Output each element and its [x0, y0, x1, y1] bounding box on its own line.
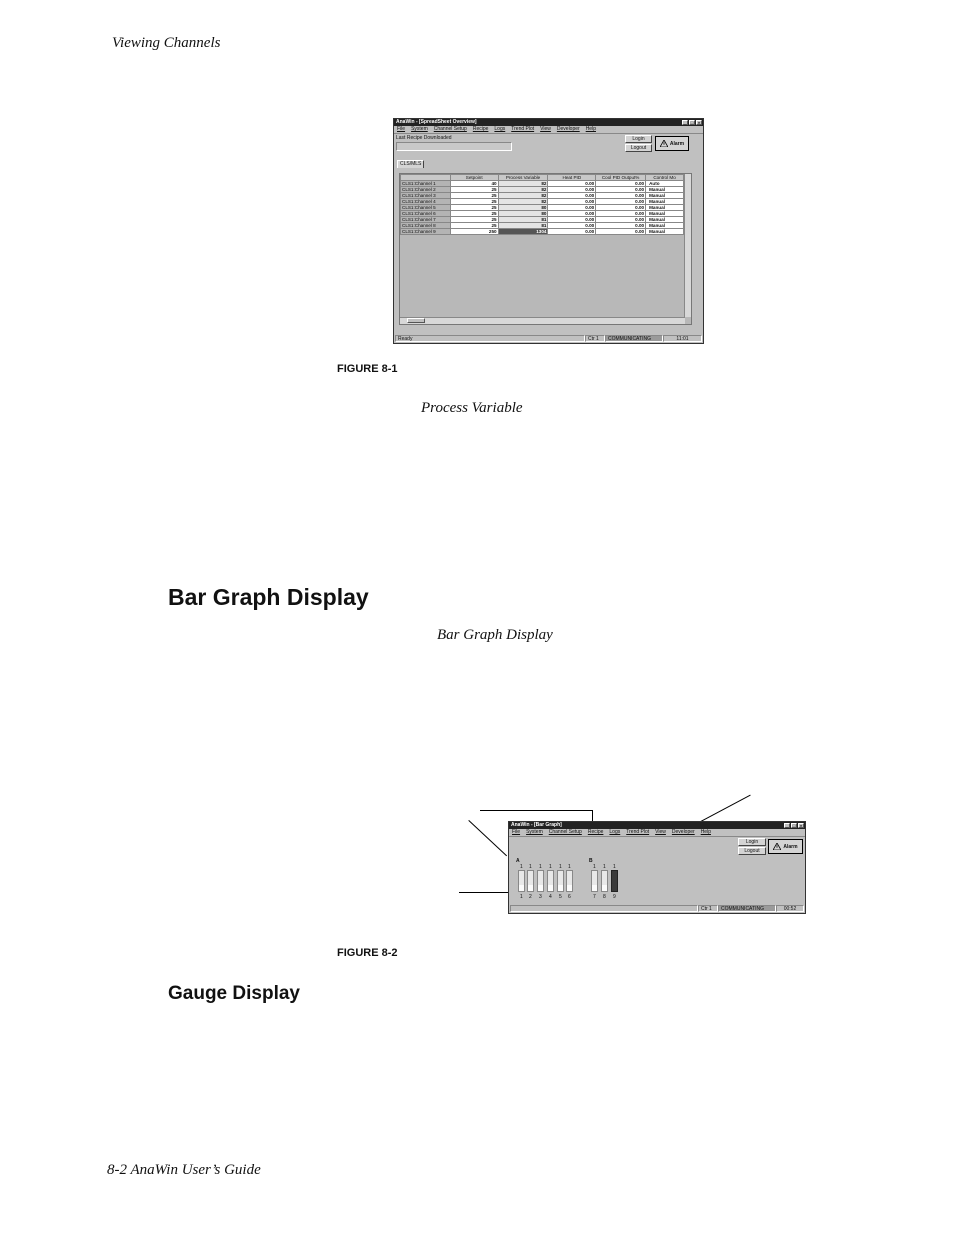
row-header: CLS1:Channel 5 — [401, 205, 451, 211]
mode-cell[interactable]: Manual — [646, 187, 684, 193]
callout-line — [480, 810, 593, 811]
menu-bar — [509, 829, 805, 837]
mode-cell[interactable]: Manual — [646, 193, 684, 199]
tab-cls-mls[interactable]: CLS/MLS — [397, 160, 424, 168]
bar-top-label: 1 — [529, 864, 532, 870]
bar-channel-5[interactable] — [557, 870, 564, 892]
bar-channel-1[interactable] — [518, 870, 525, 892]
pv-cell: 82 — [498, 199, 548, 205]
heat-cell: 0.00 — [548, 217, 596, 223]
heat-cell: 0.00 — [548, 205, 596, 211]
pv-cell: 80 — [498, 205, 548, 211]
mode-cell[interactable]: Manual — [646, 217, 684, 223]
message-line: Last Recipe Downloaded — [396, 135, 452, 141]
menu-channel-setup[interactable]: Channel Setup — [433, 126, 467, 132]
row-header: CLS1:Channel 1 — [401, 181, 451, 187]
callout-line — [468, 820, 507, 856]
running-header: Viewing Channels — [112, 35, 221, 51]
channel-table — [400, 174, 684, 235]
warning-icon — [773, 843, 781, 850]
menu-system[interactable]: System — [526, 829, 543, 835]
menu-help[interactable]: Help — [585, 126, 596, 132]
cool-cell: 0.00 — [596, 181, 646, 187]
menu-developer[interactable]: Developer — [556, 126, 580, 132]
cool-cell: 0.00 — [596, 217, 646, 223]
heat-cell: 0.00 — [548, 193, 596, 199]
cool-cell: 0.00 — [596, 211, 646, 217]
row-header: CLS1:Channel 3 — [401, 193, 451, 199]
window-title: AnaWin - [SpreadSheet Overview] — [396, 119, 477, 125]
scroll-thumb[interactable] — [407, 318, 425, 323]
alarm-label: Alarm — [783, 843, 798, 850]
bar-top-label: 1 — [603, 864, 606, 870]
bar-number: 2 — [529, 894, 532, 900]
row-header: CLS1:Channel 6 — [401, 211, 451, 217]
pv-cell: 81 — [498, 217, 548, 223]
mode-cell[interactable]: Manual — [646, 211, 684, 217]
bar-number: 3 — [539, 894, 542, 900]
setpoint-cell[interactable]: 25 — [450, 199, 498, 205]
heat-cell: 0.00 — [548, 223, 596, 229]
menu-bar — [394, 126, 703, 134]
menu-recipe[interactable]: Recipe — [472, 126, 489, 132]
col-header-control-mode[interactable]: Control Mo — [646, 175, 684, 181]
bar-top-label: 1 — [539, 864, 542, 870]
setpoint-cell[interactable]: 25 — [450, 193, 498, 199]
status-ready — [510, 905, 698, 912]
status-time: 00:52 — [776, 905, 804, 912]
bar-channel-8[interactable] — [601, 870, 608, 892]
minimize-button[interactable]: _ — [785, 823, 789, 828]
bar-top-label: 1 — [613, 864, 616, 870]
heat-cell: 0.00 — [548, 187, 596, 193]
bar-channel-6[interactable] — [566, 870, 573, 892]
bar-number: 6 — [568, 894, 571, 900]
alarm-button[interactable] — [655, 136, 689, 151]
cool-cell: 0.00 — [596, 223, 646, 229]
status-bar — [510, 905, 804, 912]
cool-cell: 0.00 — [596, 199, 646, 205]
cool-cell: 0.00 — [596, 205, 646, 211]
menu-view[interactable]: View — [655, 829, 666, 835]
status-controller: Ctr 1 — [698, 905, 718, 912]
cool-cell: 0.00 — [596, 187, 646, 193]
gauge-heading: Gauge Display — [168, 983, 300, 1004]
menu-trend-plot[interactable]: Trend Plot — [511, 126, 535, 132]
row-header: CLS1:Channel 4 — [401, 199, 451, 205]
bar-number: 1 — [520, 894, 523, 900]
mode-cell[interactable]: Manual — [646, 199, 684, 205]
setpoint-cell[interactable]: 25 — [450, 187, 498, 193]
menu-developer[interactable]: Developer — [671, 829, 695, 835]
bar-top-label: 1 — [593, 864, 596, 870]
bar-top-label: 1 — [559, 864, 562, 870]
pv-cell: 82 — [498, 181, 548, 187]
bar-channel-4[interactable] — [547, 870, 554, 892]
login-button[interactable]: Login — [625, 135, 652, 143]
row-header: CLS1:Channel 2 — [401, 187, 451, 193]
figure-8-1-italic-text: Process Variable — [421, 400, 523, 416]
group-a-label: A — [516, 858, 520, 864]
window-titlebar — [509, 822, 805, 829]
heat-cell: 0.00 — [548, 181, 596, 187]
col-header-setpoint[interactable]: Setpoint — [450, 175, 498, 181]
spreadsheet-window — [393, 118, 704, 344]
bar-number: 7 — [593, 894, 596, 900]
pv-cell: 80 — [498, 211, 548, 217]
bar-top-label: 1 — [568, 864, 571, 870]
cool-cell: 0.00 — [596, 229, 646, 235]
bar-graph-window — [508, 821, 806, 914]
login-button[interactable]: Login — [738, 838, 766, 846]
vertical-scrollbar[interactable] — [684, 174, 691, 317]
bar-number: 8 — [603, 894, 606, 900]
logout-button[interactable]: Logout — [625, 144, 652, 152]
menu-trend-plot[interactable]: Trend Plot — [626, 829, 650, 835]
minimize-button[interactable]: _ — [683, 120, 687, 125]
mode-cell[interactable]: Auto — [646, 181, 684, 187]
heat-cell: 0.00 — [548, 199, 596, 205]
menu-channel-setup[interactable]: Channel Setup — [548, 829, 582, 835]
bar-channel-2[interactable] — [527, 870, 534, 892]
cool-cell: 0.00 — [596, 193, 646, 199]
pv-cell: 82 — [498, 187, 548, 193]
bar-graph-italic-text: Bar Graph Display — [437, 627, 553, 643]
bar-top-label: 1 — [520, 864, 523, 870]
status-communicating: COMMUNICATING — [718, 905, 776, 912]
menu-logs[interactable]: Logs — [609, 829, 621, 835]
bar-number: 4 — [549, 894, 552, 900]
alarm-label: Alarm — [669, 140, 685, 147]
heat-cell: 0.00 — [548, 211, 596, 217]
mode-cell[interactable]: Manual — [646, 223, 684, 229]
status-controller: Ctr 1 — [585, 335, 605, 342]
bar-number: 9 — [613, 894, 616, 900]
row-header: CLS1:Channel 9 — [401, 229, 451, 235]
setpoint-cell[interactable]: 25 — [450, 217, 498, 223]
pv-cell: 82 — [498, 193, 548, 199]
logout-button[interactable]: Logout — [738, 847, 766, 855]
row-header: CLS1:Channel 7 — [401, 217, 451, 223]
menu-recipe[interactable]: Recipe — [587, 829, 604, 835]
pv-cell-highlighted: 1304 — [498, 229, 548, 235]
setpoint-cell[interactable]: 25 — [450, 211, 498, 217]
figure-8-2-caption: FIGURE 8-2 — [337, 947, 398, 959]
window-titlebar — [394, 119, 703, 126]
bar-graph-heading: Bar Graph Display — [168, 584, 369, 610]
row-header: CLS1:Channel 8 — [401, 223, 451, 229]
bar-top-label: 1 — [549, 864, 552, 870]
callout-line — [459, 892, 512, 893]
table-row[interactable] — [401, 229, 684, 235]
grid-panel — [399, 173, 692, 325]
col-header-heat-pid[interactable]: Heat PID — [548, 175, 596, 181]
warning-icon — [660, 140, 668, 147]
close-button[interactable]: × — [697, 120, 701, 125]
menu-system[interactable]: System — [411, 126, 428, 132]
figure-8-1-caption: FIGURE 8-1 — [337, 363, 398, 375]
menu-logs[interactable]: Logs — [494, 126, 506, 132]
status-ready: Ready — [395, 335, 585, 342]
status-bar — [395, 335, 702, 342]
setpoint-cell[interactable]: 40 — [450, 181, 498, 187]
mode-cell[interactable]: Manual — [646, 229, 684, 235]
menu-file[interactable]: File — [397, 126, 406, 132]
setpoint-cell[interactable]: 25 — [450, 205, 498, 211]
status-communicating: COMMUNICATING — [605, 335, 663, 342]
maximize-button[interactable]: □ — [690, 120, 694, 125]
col-header-cool-pid[interactable]: Cool PID Output% — [596, 175, 646, 181]
bar-number: 5 — [559, 894, 562, 900]
bar-channel-7[interactable] — [591, 870, 598, 892]
bar-channel-3[interactable] — [537, 870, 544, 892]
message-field — [396, 142, 512, 151]
alarm-button[interactable] — [768, 839, 803, 854]
bar-channel-9[interactable] — [611, 870, 618, 892]
setpoint-cell[interactable]: 25 — [450, 223, 498, 229]
heat-cell: 0.00 — [548, 229, 596, 235]
pv-cell: 81 — [498, 223, 548, 229]
close-button[interactable]: × — [799, 823, 803, 828]
group-b-label: B — [589, 858, 593, 864]
menu-help[interactable]: Help — [700, 829, 711, 835]
menu-view[interactable]: View — [540, 126, 551, 132]
status-time: 11:01 — [663, 335, 702, 342]
page-footer: 8-2 AnaWin User’s Guide — [107, 1162, 261, 1178]
window-title: AnaWin - [Bar Graph] — [511, 822, 562, 828]
menu-file[interactable]: File — [512, 829, 521, 835]
horizontal-scrollbar[interactable] — [400, 317, 685, 324]
maximize-button[interactable]: □ — [792, 823, 796, 828]
setpoint-cell[interactable]: 250 — [450, 229, 498, 235]
col-header-process-variable[interactable]: Process Variable — [498, 175, 548, 181]
mode-cell[interactable]: Manual — [646, 205, 684, 211]
